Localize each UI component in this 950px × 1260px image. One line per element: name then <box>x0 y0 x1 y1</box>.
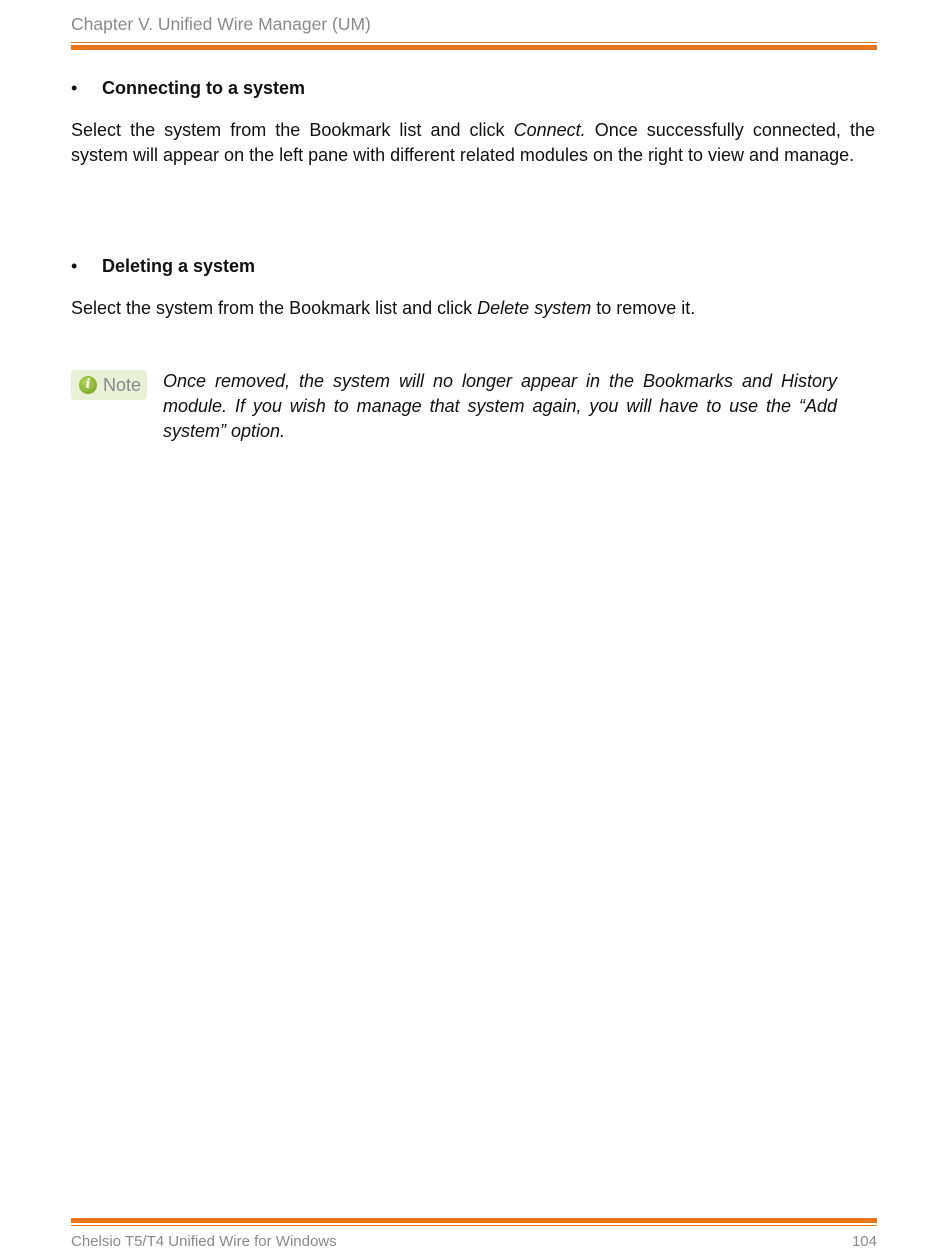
page-number: 104 <box>851 1233 877 1250</box>
paragraph-emphasis: Delete system <box>477 298 592 318</box>
section-heading <box>71 76 875 100</box>
bullet-icon: • <box>71 78 78 98</box>
paragraph-text: to remove it. <box>591 298 696 318</box>
heading-text: Connecting to a system <box>102 78 306 98</box>
note-text: Once removed, the system will no longer appear in the Bookmarks and History module. If you wish to manage that system again, you will have to use the “Add system” option. <box>163 371 837 441</box>
footer-row <box>71 1232 877 1252</box>
section-paragraph <box>71 296 875 321</box>
footer-rule-thick <box>71 1218 877 1223</box>
heading-text: Deleting a system <box>102 256 256 276</box>
chapter-title: Chapter V. Unified Wire Manager (UM) <box>71 14 371 34</box>
footer-rule-thin <box>71 1225 877 1226</box>
page-header <box>71 12 877 50</box>
bullet-icon: • <box>71 256 78 276</box>
header-rule-thin <box>71 42 877 43</box>
paragraph-text: Once successfully connected, the system will appear on the left pane with different related modules on the right to view and manage. <box>71 120 875 165</box>
section-deleting <box>71 254 875 321</box>
page-footer <box>71 1218 877 1252</box>
paragraph-text: Select the system from the Bookmark list and click <box>71 298 478 318</box>
document-title: Chelsio T5/T4 Unified Wire for Windows <box>71 1233 337 1250</box>
footer-rule <box>71 1218 877 1226</box>
section-heading <box>71 254 875 278</box>
section-paragraph <box>71 118 875 168</box>
note-label: Note <box>103 374 142 395</box>
header-rule-thick <box>71 45 877 50</box>
paragraph-emphasis: Connect. <box>513 120 586 140</box>
note-badge <box>71 370 147 400</box>
paragraph-text: Select the system from the Bookmark list and click <box>71 120 514 140</box>
section-connecting <box>71 76 875 168</box>
info-icon: i <box>79 376 97 394</box>
header-rule <box>71 42 877 50</box>
